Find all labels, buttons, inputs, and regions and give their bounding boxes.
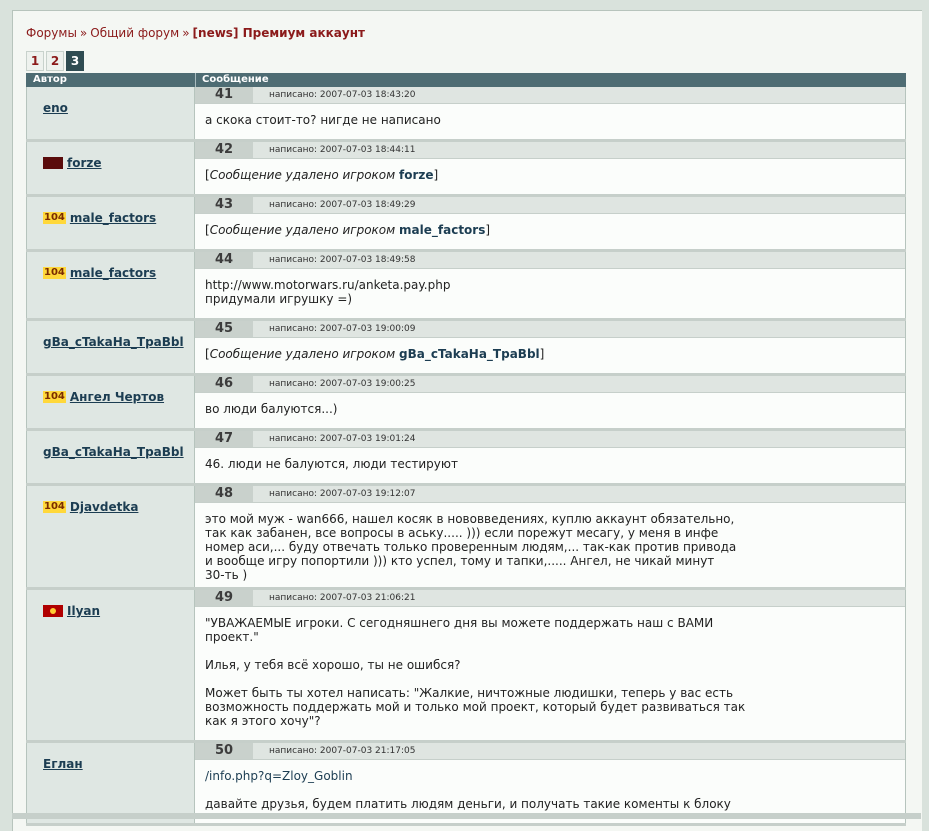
author-name-link[interactable]: gBa_cTakaHa_TpaBbl [43, 335, 184, 349]
post-header [195, 321, 905, 338]
post-row [26, 590, 906, 743]
post-body [195, 269, 905, 314]
post-body [195, 159, 905, 190]
deleted-notice: Сообщение удалено игроком [209, 347, 396, 361]
author-line [27, 444, 194, 460]
post-header [195, 486, 905, 503]
post-body [195, 448, 905, 479]
post-number: 42 [195, 142, 253, 158]
post-number: 49 [195, 590, 253, 606]
post-date: написано: 2007-07-03 19:01:24 [269, 434, 416, 444]
post-row [26, 197, 906, 252]
author-line [27, 265, 194, 281]
post-body [195, 607, 905, 736]
post-row [26, 87, 906, 142]
post-author-cell [26, 590, 195, 740]
post-text: это мой муж - wan666, нашел косяк в нововведениях, куплю аккаунт обязательно, так как забанен, все вопросы в аську..... ))) если порежут месагу, у меня в инфе номер аси,... буду отвечать только проверенным людям,... так-как против привода и вообще игру попортили ))) кто успел, тому и тапки,..... Ангел, не чикай минут 30-ть ) [205, 512, 737, 582]
deleted-by-user: forze [399, 168, 434, 182]
column-author: Автор [26, 73, 196, 87]
level-badge: 104 [44, 501, 65, 512]
post-number: 44 [195, 252, 253, 268]
post-date: написано: 2007-07-03 19:12:07 [269, 489, 416, 499]
post-author-cell [26, 431, 195, 483]
post-author-cell [26, 743, 195, 823]
author-line [27, 756, 194, 772]
pagination [26, 51, 84, 71]
post-body [195, 503, 905, 590]
post-header [195, 87, 905, 104]
author-name-link[interactable]: Еглан [43, 757, 83, 771]
deleted-bracket-open: [ [205, 223, 210, 237]
post-row [26, 376, 906, 431]
deleted-bracket-close: ] [539, 347, 545, 361]
page-title: [news] Премиум аккаунт [192, 26, 365, 40]
author-name-link[interactable]: Ангел Чертов [69, 390, 165, 404]
post-number: 45 [195, 321, 253, 337]
post-message-cell [195, 743, 906, 823]
post-row [26, 321, 906, 376]
post-message-cell [195, 431, 906, 483]
post-number: 43 [195, 197, 253, 213]
post-body [195, 338, 905, 369]
post-date: написано: 2007-07-03 18:49:29 [269, 200, 416, 210]
breadcrumb-separator: » [182, 26, 190, 40]
post-row [26, 142, 906, 197]
post-body [195, 104, 905, 135]
post-message-cell [195, 486, 906, 587]
author-line [27, 100, 194, 116]
post-body [195, 760, 905, 819]
deleted-by-user: gBa_cTakaHa_TpaBbl [399, 347, 540, 361]
author-line [27, 499, 194, 515]
post-date: написано: 2007-07-03 18:43:20 [269, 90, 416, 100]
post-row [26, 486, 906, 590]
breadcrumb-separator: » [79, 26, 88, 40]
level-badge: 104 [44, 267, 65, 278]
deleted-bracket-close: ] [485, 223, 491, 237]
clan-flag-icon [43, 605, 63, 617]
post-message-cell [195, 252, 906, 318]
deleted-notice: Сообщение удалено игроком [209, 223, 396, 237]
author-name-link[interactable]: Ilyan [67, 604, 101, 618]
author-name-link[interactable]: male_factors [69, 211, 157, 225]
posts-table [26, 73, 906, 826]
post-author-cell [26, 142, 195, 194]
post-author-cell [26, 376, 195, 428]
post-message-cell [195, 142, 906, 194]
post-header [195, 197, 905, 214]
post-header [195, 743, 905, 760]
posts-list [26, 87, 906, 826]
author-name-link[interactable]: Djavdetka [69, 500, 139, 514]
post-number: 50 [195, 743, 253, 759]
page-link-2[interactable]: 2 [46, 51, 64, 71]
post-date: написано: 2007-07-03 21:06:21 [269, 593, 416, 603]
post-text: во люди балуются...) [205, 402, 338, 416]
post-date: написано: 2007-07-03 19:00:09 [269, 324, 416, 334]
post-date: написано: 2007-07-03 21:17:05 [269, 746, 416, 756]
page-current-3: 3 [66, 51, 84, 71]
deleted-bracket-close: ] [433, 168, 439, 182]
post-author-cell [26, 87, 195, 139]
post-author-cell [26, 252, 195, 318]
post-header [195, 376, 905, 393]
deleted-bracket-open: [ [205, 347, 210, 361]
post-header [195, 590, 905, 607]
post-header [195, 431, 905, 448]
post-header [195, 252, 905, 269]
author-line [27, 334, 194, 350]
level-badge: 104 [44, 212, 65, 223]
post-row [26, 252, 906, 321]
post-date: написано: 2007-07-03 18:44:11 [269, 145, 416, 155]
post-author-cell [26, 486, 195, 587]
clan-icon [43, 157, 63, 169]
breadcrumb-forums-link[interactable]: Форумы [26, 26, 77, 40]
post-message-cell [195, 376, 906, 428]
post-message-cell [195, 87, 906, 139]
author-name-link[interactable]: gBa_cTakaHa_TpaBbl [43, 445, 184, 459]
breadcrumb-general-link[interactable]: Общий форум [90, 26, 180, 40]
breadcrumb [26, 26, 365, 40]
table-header [26, 73, 906, 87]
post-author-cell [26, 321, 195, 373]
post-text: а скока стоит-то? нигде не написано [205, 113, 441, 127]
author-line [27, 389, 194, 405]
author-line [27, 155, 194, 171]
post-number: 47 [195, 431, 253, 447]
post-number: 48 [195, 486, 253, 502]
post-body [195, 393, 905, 424]
post-text: http://www.motorwars.ru/anketa.pay.php придумали игрушку =) [205, 278, 451, 306]
bottom-border [12, 813, 921, 819]
post-message-cell [195, 197, 906, 249]
post-link[interactable]: /info.php?q=Zloy_Goblin [205, 769, 353, 783]
post-row [26, 431, 906, 486]
post-text: давайте друзья, будем платить людям деньги, и получать такие коменты к блоку [205, 797, 731, 811]
post-author-cell [26, 197, 195, 249]
post-date: написано: 2007-07-03 19:00:25 [269, 379, 416, 389]
author-line [27, 210, 194, 226]
deleted-bracket-open: [ [205, 168, 210, 182]
author-name-link[interactable]: forze [67, 156, 102, 170]
author-line [27, 603, 194, 619]
author-name-link[interactable]: male_factors [69, 266, 157, 280]
deleted-notice: Сообщение удалено игроком [209, 168, 396, 182]
post-message-cell [195, 590, 906, 740]
post-date: написано: 2007-07-03 18:49:58 [269, 255, 416, 265]
level-badge: 104 [44, 391, 65, 402]
author-name-link[interactable]: eno [43, 101, 68, 115]
post-text: 46. люди не балуются, люди тестируют [205, 457, 458, 471]
post-body [195, 214, 905, 245]
deleted-by-user: male_factors [399, 223, 486, 237]
post-message-cell [195, 321, 906, 373]
post-text: "УВАЖАЕМЫЕ игроки. С сегодняшнего дня вы можете поддержать наш с ВАМИ проект." Илья, у тебя всё хорошо, ты не ошибся? Может быть ты хотел написать: "Жалкие, ничтожные людишки, теперь у вас есть возможность поддержать мой и только мой проект, который будет развиваться так как я этого хочу"? [205, 616, 746, 728]
post-number: 41 [195, 87, 253, 103]
page-link-1[interactable]: 1 [26, 51, 44, 71]
post-number: 46 [195, 376, 253, 392]
column-message: Сообщение [202, 74, 269, 85]
post-header [195, 142, 905, 159]
